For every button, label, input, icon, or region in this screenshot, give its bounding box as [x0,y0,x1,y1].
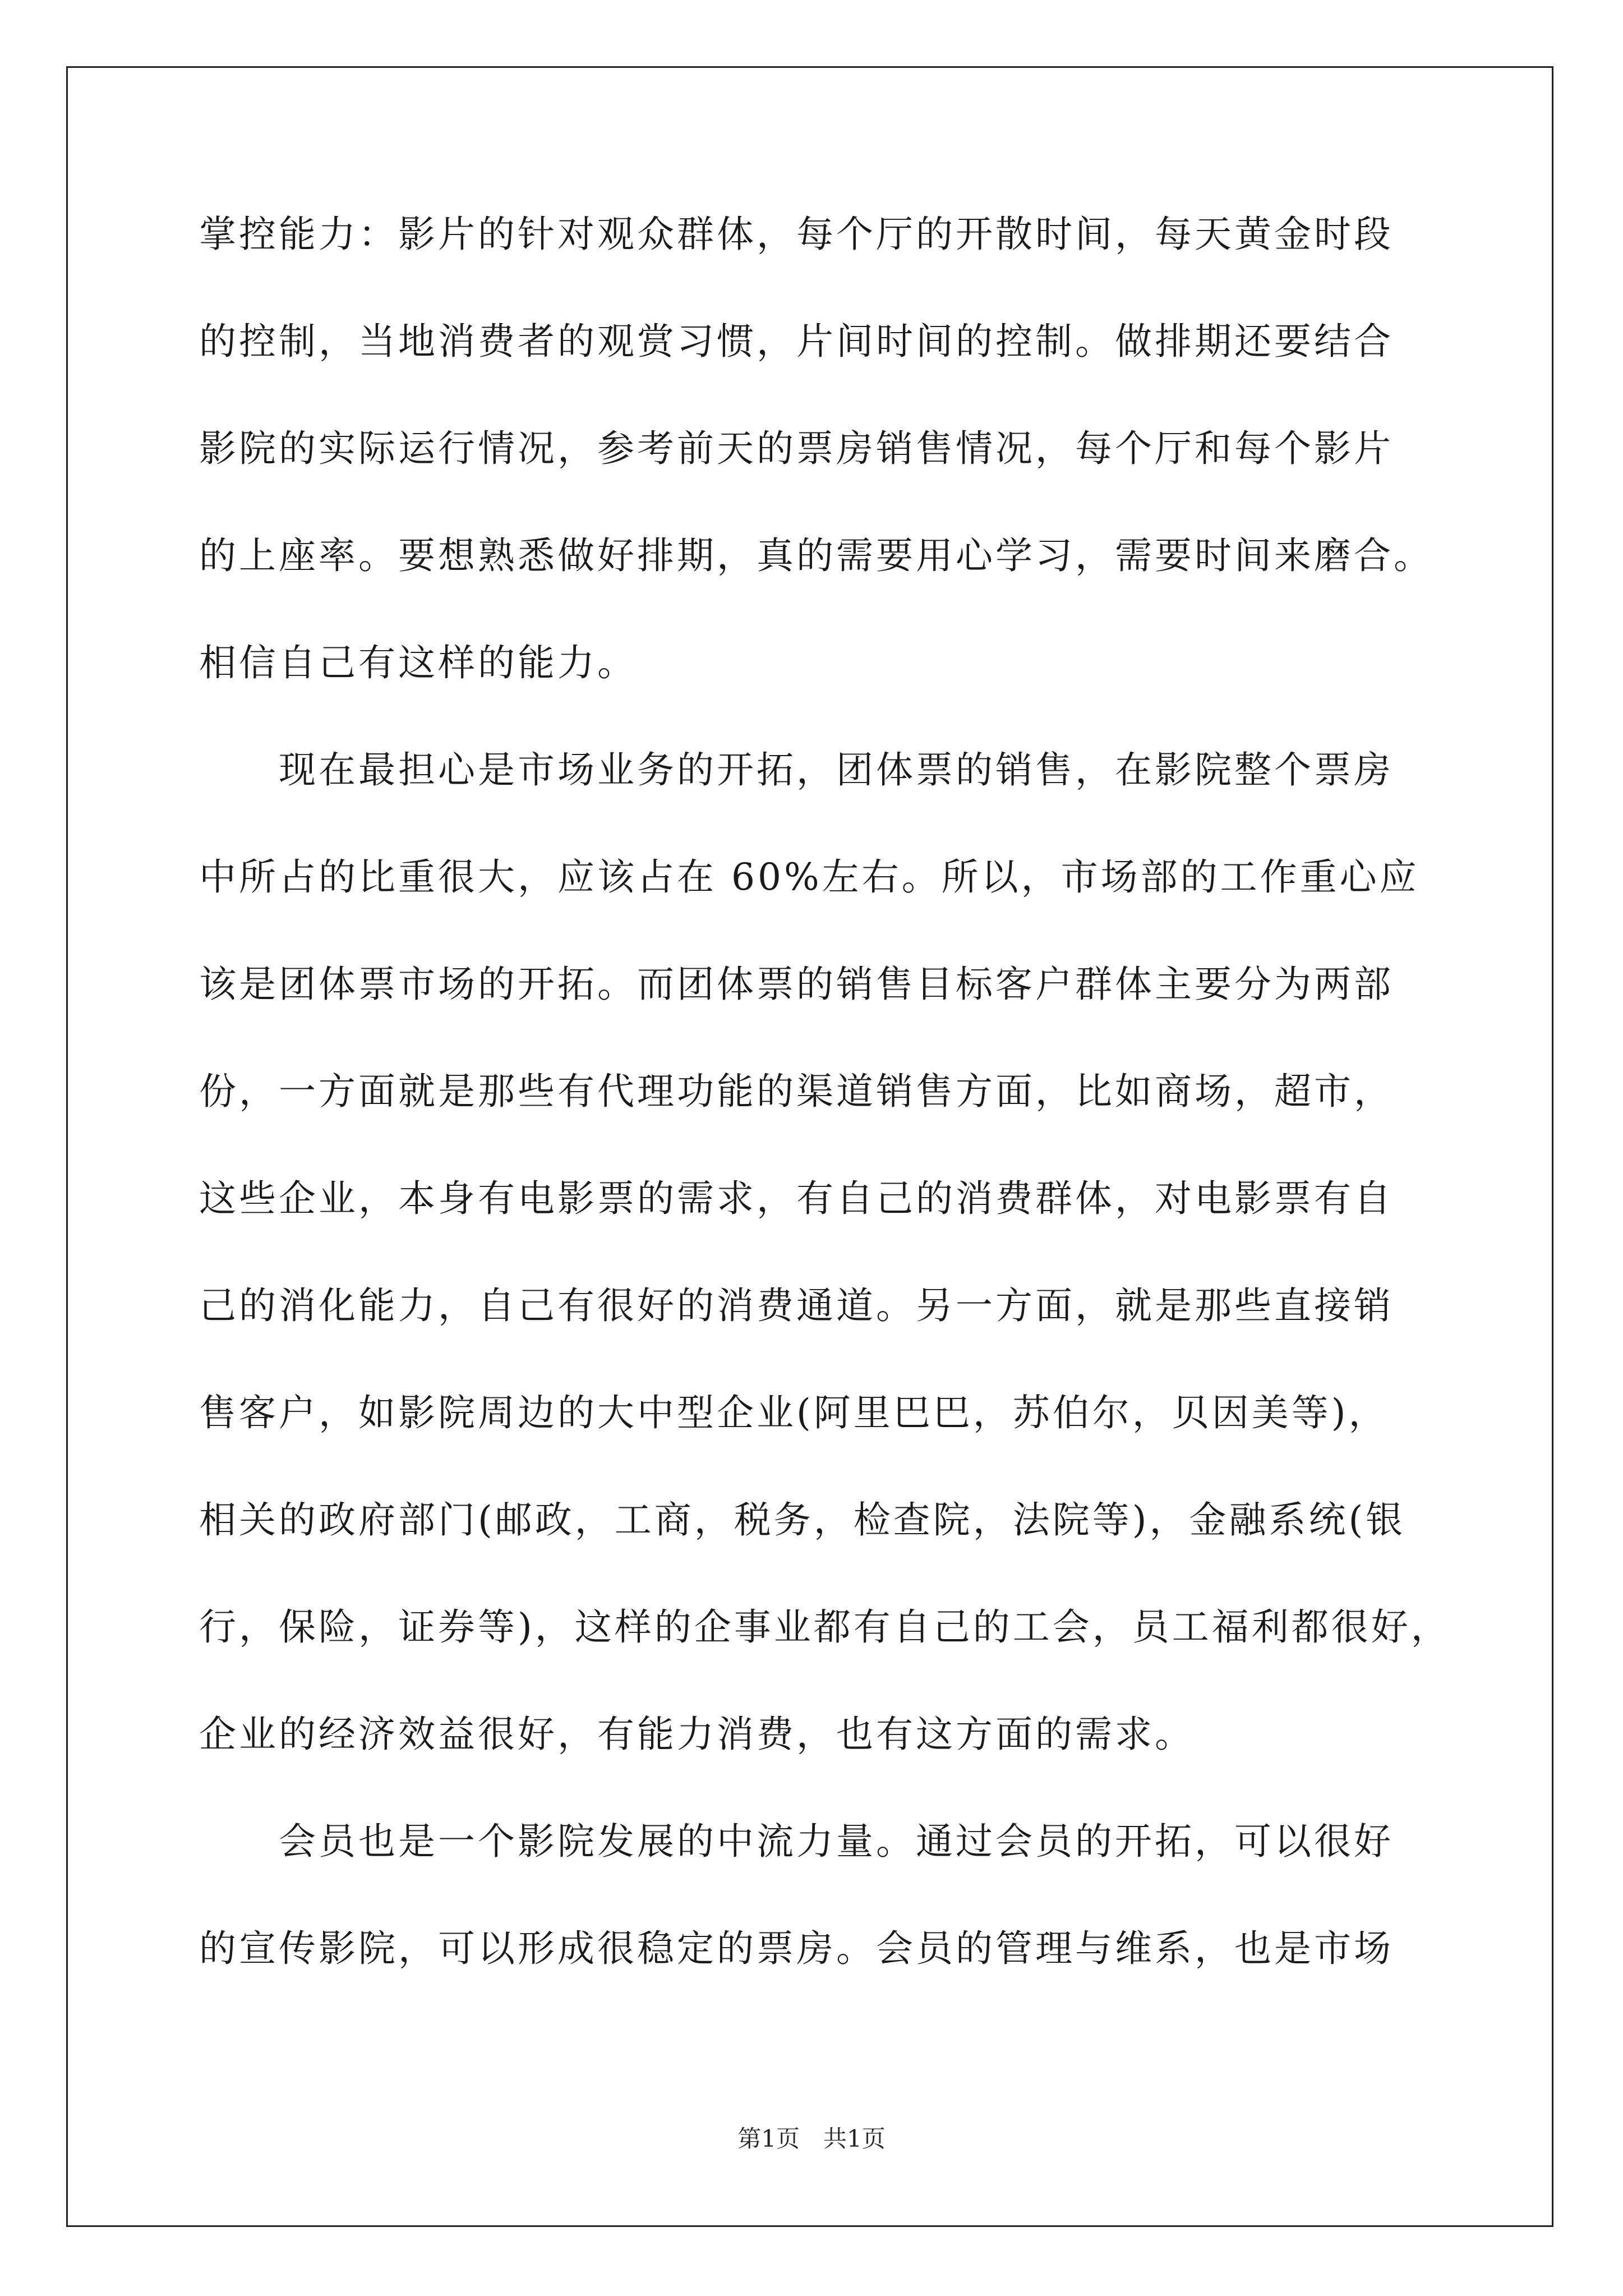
document-body [199,213,1461,2037]
page-footer: 第1页 共1页 [737,2125,886,2152]
text-line: 掌控能力：影片的针对观众群体，每个厅的开散时间，每天黄金时段 [199,213,1394,256]
text-line: 中所占的比重很大，应该占在 60%左右。所以，市场部的工作重心应 [199,855,1419,899]
text-line: 售客户，如影院周边的大中型企业(阿里巴巴，苏伯尔，贝因美等)， [199,1391,1389,1434]
text-line: 企业的经济效益很好，有能力消费，也有这方面的需求。 [199,1713,1195,1756]
text-line: 行，保险，证券等)，这样的企事业都有自己的工会，员工福利都很好， [199,1605,1451,1649]
text-line: 现在最担心是市场业务的开拓，团体票的销售，在影院整个票房 [199,748,1394,792]
text-line: 该是团体票市场的开拓。而团体票的销售目标客户群体主要分为两部 [199,963,1394,1006]
text-line: 己的消化能力，自己有很好的消费通道。另一方面，就是那些直接销 [199,1284,1394,1327]
text-line: 份，一方面就是那些有代理功能的渠道销售方面，比如商场，超市， [199,1070,1394,1113]
text-line: 这些企业，本身有电影票的需求，有自己的消费群体，对电影票有自 [199,1177,1394,1220]
text-line: 的上座率。要想熟悉做好排期，真的需要用心学习，需要时间来磨合。 [199,534,1433,577]
text-line: 的宣传影院，可以形成很稳定的票房。会员的管理与维系，也是市场 [199,1927,1394,1970]
text-line: 相信自己有这样的能力。 [199,641,637,684]
text-line: 相关的政府部门(邮政，工商，税务，检查院，法院等)，金融系统(银 [199,1498,1406,1542]
text-line: 的控制，当地消费者的观赏习惯，片间时间的控制。做排期还要结合 [199,320,1394,363]
text-line: 会员也是一个影院发展的中流力量。通过会员的开拓，可以很好 [199,1820,1394,1863]
text-line: 影院的实际运行情况，参考前天的票房销售情况，每个厅和每个影片 [199,427,1394,470]
